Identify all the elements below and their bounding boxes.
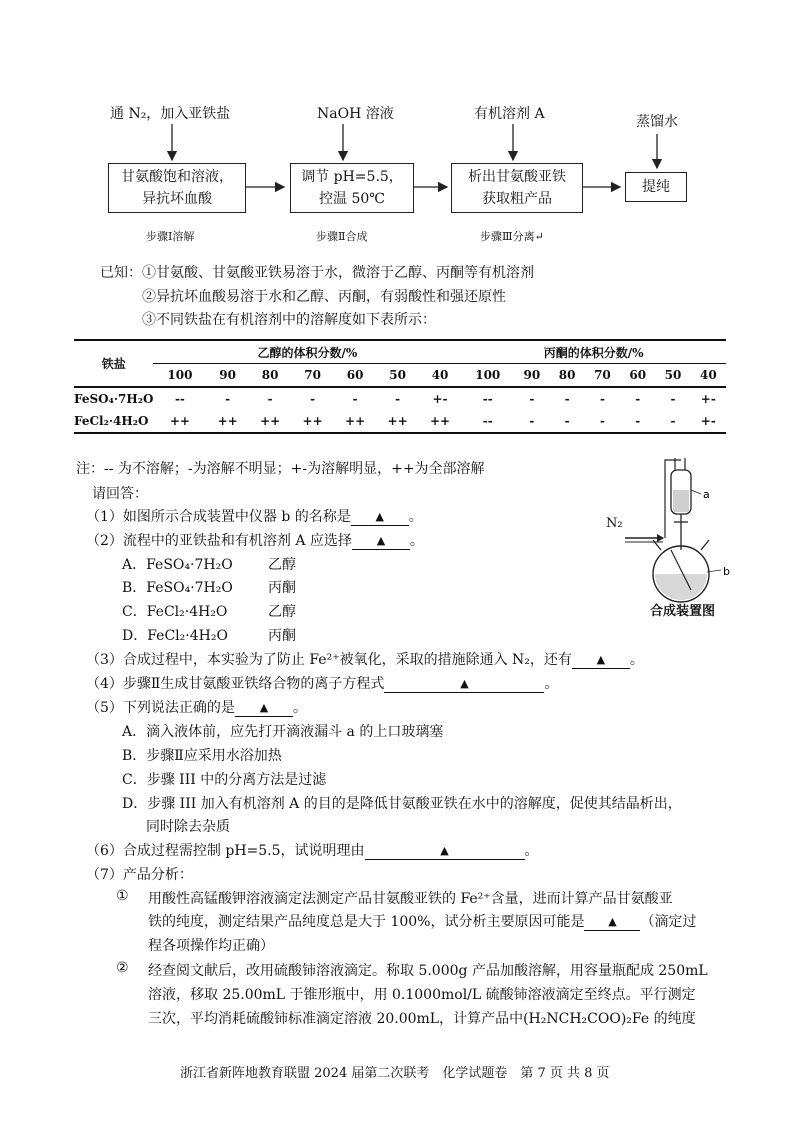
column-header: 70 [304, 368, 321, 382]
table-cell: ++ [291, 410, 333, 433]
known-item-3: ③不同铁盐在有机溶剂中的溶解度如下表所示： [142, 312, 436, 328]
question-1 [86, 506, 423, 526]
q2-option-c[interactable]: C．FeCl₂·4H₂O [122, 604, 228, 620]
page-footer: 浙江省新阵地教育联盟 2024 届第二次联考 化学试题卷 第 7 页 共 8 页 [180, 1066, 610, 1081]
column-header: 90 [219, 368, 236, 382]
q7-part2-line2: 溶液，移取 25.00mL 于锥形瓶中，用 0.1000mol/L 硫酸铈溶液滴定至终点。平行测定 [148, 987, 696, 1003]
answer-blank[interactable] [365, 843, 525, 860]
flow-input-4: 蒸馏水 [636, 114, 678, 130]
label-b: b [723, 565, 730, 578]
q7-part1-line2-end: （滴定过 [640, 914, 697, 930]
answer-mark: ▲ [460, 677, 469, 690]
flow-box-3-line2: 获取粗产品 [482, 191, 552, 207]
question-5-text: （5）下列说法正确的是 [86, 700, 235, 716]
answer-mark: ▲ [376, 534, 386, 547]
table-cell: - [206, 387, 248, 410]
q5-option-a[interactable]: A．滴入液体前，应先打开滴液漏斗 a 的上口玻璃塞 [122, 724, 444, 740]
label-a: a [703, 488, 710, 501]
q5-option-d[interactable]: D．步骤 III 加入有机溶剂 A 的目的是降低甘氨酸亚铁在水中的溶解度，促使其结晶析出， [122, 796, 682, 812]
answer-mark: ▲ [259, 701, 269, 714]
table-cell: - [514, 410, 549, 433]
column-header: 80 [261, 368, 279, 382]
table-column-headers [74, 364, 726, 388]
q7-part2-line3: 三次，平均消耗硫酸铈标准滴定溶液 20.00mL，计算产品中(H₂NCH₂COO)₂Fe 的纯度 [148, 1011, 696, 1027]
answer-mark: ▲ [596, 653, 606, 666]
table-cell: - [655, 410, 690, 433]
table-cell: ++ [376, 410, 418, 433]
table-cell: ++ [206, 410, 248, 433]
question-4-end: 。 [544, 676, 559, 692]
q7-part1-line2 [148, 911, 696, 931]
table-cell: -- [461, 387, 514, 410]
table-cell: - [655, 387, 690, 410]
table-cell: - [249, 387, 291, 410]
label-n2: N₂ [606, 516, 623, 531]
table-cell: - [550, 387, 585, 410]
table-group-acetone: 丙酮的体积分数/% [461, 340, 726, 364]
step-label-1: 步骤Ⅰ溶解 [146, 230, 195, 243]
question-2 [86, 530, 424, 550]
q2-option-a-solvent: 乙醇 [268, 557, 296, 573]
answer-blank[interactable] [235, 700, 293, 717]
table-cell: +- [691, 410, 726, 433]
q5-option-b[interactable]: B．步骤Ⅱ应采用水浴加热 [122, 748, 282, 764]
table-cell: ++ [419, 410, 461, 433]
questions-prompt: 请回答： [92, 486, 148, 502]
q7-part2-number: ② [116, 960, 129, 976]
known-item-1: ①甘氨酸、甘氨酸亚铁易溶于水，微溶于乙醇、丙酮等有机溶剂 [142, 265, 534, 281]
flow-box-1-line2: 异抗坏血酸 [142, 191, 212, 207]
apparatus-figure [595, 450, 745, 625]
answer-blank[interactable] [351, 509, 409, 526]
flow-box-purify [625, 172, 687, 202]
apparatus-caption: 合成装置图 [650, 604, 716, 619]
question-2-text: （2）流程中的亚铁盐和有机溶剂 A 应选择 [86, 533, 352, 549]
q2-option-b[interactable]: B．FeSO₄·7H₂O [122, 580, 233, 596]
answer-mark: ▲ [608, 915, 617, 928]
known-intro: 已知： [100, 265, 142, 281]
question-5 [86, 697, 307, 717]
flow-box-separation [451, 163, 583, 213]
flow-box-2-line2: 控温 50℃ [319, 191, 385, 207]
table-cell: - [514, 387, 549, 410]
table-group-ethanol: 乙醇的体积分数/% [153, 340, 461, 364]
step-label-2: 步骤Ⅱ合成 [316, 230, 368, 243]
table-row-salt: FeSO₄·7H₂O [74, 387, 153, 410]
q7-part1-line1: 用酸性高锰酸钾溶液滴定法测定产品甘氨酸亚铁的 Fe²⁺含量，进而计算产品甘氨酸亚 [148, 891, 673, 907]
q2-option-c-solvent: 乙醇 [268, 604, 296, 620]
answer-mark: ▲ [375, 510, 385, 523]
table-cell: - [376, 387, 418, 410]
q7-part2-line1: 经查阅文献后，改用硫酸铈溶液滴定。称取 5.000g 产品加酸溶解，用容量瓶配成 250mL [148, 963, 708, 979]
question-6 [86, 840, 539, 860]
question-6-end: 。 [524, 843, 539, 859]
q7-part1-line3: 程各项操作均正确） [148, 938, 274, 954]
table-cell: - [620, 387, 655, 410]
answer-blank[interactable] [572, 652, 630, 669]
table-cell: - [550, 410, 585, 433]
question-6-text: （6）合成过程需控制 pH=5.5，试说明理由 [86, 843, 365, 859]
column-header: 40 [431, 368, 449, 382]
q2-option-b-solvent: 丙酮 [268, 580, 296, 596]
table-cell: - [585, 410, 620, 433]
flow-box-3-line1: 析出甘氨酸亚铁 [468, 169, 566, 185]
column-header: 100 [475, 368, 501, 382]
flow-box-synthesis [290, 163, 414, 213]
answer-blank[interactable] [584, 914, 640, 931]
table-cell: - [334, 387, 376, 410]
question-4-text: （4）步骤Ⅱ生成甘氨酸亚铁络合物的离子方程式 [86, 676, 385, 692]
table-row [74, 410, 726, 433]
n2-arrow-head [657, 534, 664, 542]
flow-box-dissolve [108, 163, 246, 213]
solubility-table [74, 339, 726, 434]
question-3-end: 。 [629, 652, 644, 668]
question-2-end: 。 [409, 533, 424, 549]
column-header: 70 [594, 368, 611, 382]
question-1-text: （1）如图所示合成装置中仪器 b 的名称是 [86, 509, 351, 525]
table-row-salt: FeCl₂·4H₂O [74, 410, 153, 433]
flow-input-1: 通 N₂，加入亚铁盐 [110, 106, 231, 122]
flow-input-3: 有机溶剂 A [474, 106, 545, 122]
flow-box-2-line1: 调节 pH=5.5， [301, 169, 403, 185]
table-cell: +- [691, 387, 726, 410]
q2-option-a[interactable]: A．FeSO₄·7H₂O [122, 557, 233, 573]
table-cell: -- [153, 387, 206, 410]
table-cell: ++ [153, 410, 206, 433]
question-1-end: 。 [408, 509, 423, 525]
table-cell: - [620, 410, 655, 433]
column-header: 60 [346, 368, 364, 382]
flow-arrows [0, 0, 800, 260]
q5-option-d-cont: 同时除去杂质 [146, 819, 230, 835]
flow-box-1-line1: 甘氨酸饱和溶液， [121, 169, 233, 185]
table-cell: ++ [249, 410, 291, 433]
step-label-3: 步骤Ⅲ分离↵ [480, 230, 544, 243]
table-row [74, 387, 726, 410]
question-3 [86, 649, 644, 669]
question-3-text: （3）合成过程中，本实验为了防止 Fe²⁺被氧化，采取的措施除通入 N₂，还有 [86, 652, 572, 668]
question-4 [86, 673, 558, 693]
column-header: 60 [629, 368, 647, 382]
column-header: 40 [699, 368, 717, 382]
q2-option-d-solvent: 丙酮 [268, 628, 296, 644]
q5-option-c[interactable]: C．步骤 III 中的分离方法是过滤 [122, 772, 327, 788]
table-cell: - [585, 387, 620, 410]
table-cell: +- [419, 387, 461, 410]
question-5-end: 。 [292, 700, 307, 716]
column-header: 100 [167, 368, 193, 382]
q7-part1-number: ① [116, 888, 129, 904]
q2-option-d[interactable]: D．FeCl₂·4H₂O [122, 628, 228, 644]
flow-input-2: NaOH 溶液 [317, 106, 394, 122]
column-header: 80 [558, 368, 576, 382]
table-row-header: 铁盐 [74, 340, 153, 387]
answer-mark: ▲ [440, 844, 449, 857]
table-cell: - [291, 387, 333, 410]
answer-blank[interactable] [384, 676, 544, 693]
answer-blank[interactable] [352, 533, 410, 550]
column-header: 50 [389, 368, 406, 382]
column-header: 50 [664, 368, 682, 382]
table-cell: -- [461, 410, 514, 433]
flow-box-4-line1: 提纯 [642, 179, 670, 195]
table-cell: ++ [334, 410, 376, 433]
q7-part1-line2-text: 铁的纯度，测定结果产品纯度总是大于 100%，试分析主要原因可能是 [148, 914, 585, 930]
table-note: 注：-- 为不溶解；-为溶解不明显；+-为溶解明显，++为全部溶解 [76, 461, 485, 477]
known-item-2: ②异抗坏血酸易溶于水和乙醇、丙酮，有弱酸性和强还原性 [142, 289, 506, 305]
question-7-title: （7）产品分析： [86, 867, 193, 883]
column-header: 90 [523, 368, 541, 382]
